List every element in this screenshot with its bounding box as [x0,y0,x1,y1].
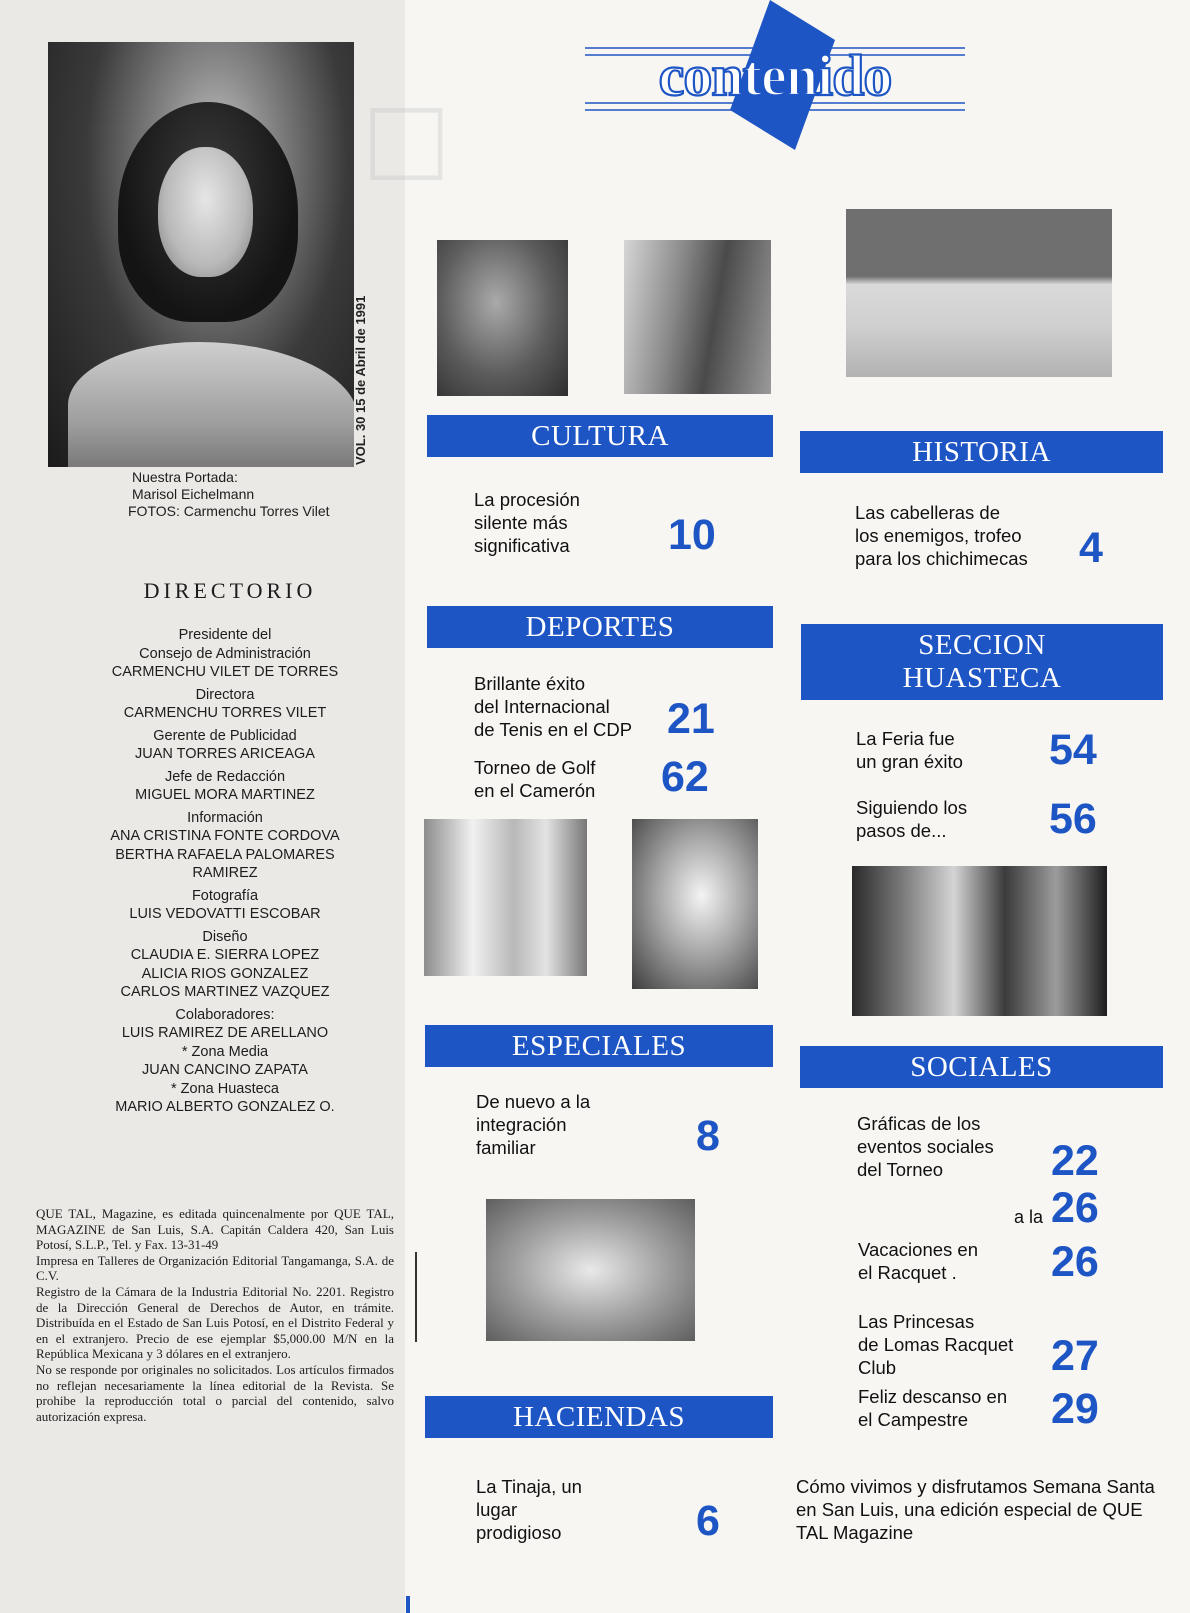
toc-entry-text: Feliz descanso en el Campestre [858,1386,1008,1430]
bleed-through-decoration: □ [370,72,449,206]
staff-line: Información [187,809,263,826]
staff-line: Diseño [202,928,248,945]
special-edition-note: Cómo vivimos y disfrutamos Semana Santa en San Luis, una edición especial de QUE TAL Magazine [796,1476,1155,1543]
toc-page-number: 29 [1051,1385,1099,1433]
section-header-huasteca-line: SECCION [918,629,1046,661]
staff-line: RAMIREZ [192,865,258,881]
toc-page-number: 26 [1051,1184,1099,1232]
section-header-haciendas: HACIENDAS [425,1396,773,1438]
section-header-huasteca [801,624,1163,700]
staff-line: LUIS VEDOVATTI ESCOBAR [129,906,321,922]
staff-line: BERTHA RAFAELA PALOMARES [115,846,335,863]
staff-line: CLAUDIA E. SIERRA LOPEZ [130,947,320,963]
toc-page-number: 4 [1079,524,1103,572]
legal-paragraph: Registro de la Cámara de la Industria Editorial No. 2201. Registro de la Dirección General de Derechos de Autor, en trámite. Distribuída en el Estado de San Luis Potosí, en el Distrito Federal y en el extranjero. Precio de ese ejemplar $5,000.00 M/N en la República Mexicana y 3 dólares en el extranjero. [36,1283,394,1362]
volume-date: VOL. 30 15 de Abril de 1991 [353,295,368,465]
toc-page-number: 54 [1049,726,1097,774]
cover-caption [110,469,390,520]
photo-huasteca-group [852,866,1107,1016]
staff-line: CARMENCHU VILET DE TORRES [111,664,339,680]
toc-page-number: 27 [1051,1332,1099,1380]
toc-entry-text: Brillante éxito del Internacional de Tenis en el CDP [474,673,633,740]
contenido-logo [585,0,965,150]
toc-entry-text: La Feria fue un gran éxito [856,728,963,772]
staff-line: CARMENCHU TORRES VILET [123,705,327,721]
toc-entry-text: Siguiendo los pasos de... [856,797,968,841]
staff-line: JUAN TORRES ARICEAGA [135,746,315,762]
section-header-especiales: ESPECIALES [425,1025,773,1067]
toc-entry-text: Torneo de Golf en el Camerón [474,757,596,801]
staff-line: Fotografía [191,887,259,904]
photo-procession [624,240,771,394]
staff-line: * Zona Media [181,1043,269,1060]
section-header-historia: HISTORIA [800,431,1163,473]
toc-entry-text: De nuevo a la integración familiar [476,1091,591,1158]
staff-line: MIGUEL MORA MARTINEZ [135,787,315,803]
legal-paragraph: Impresa en Talleres de Organización Editorial Tangamanga, S.A. de C.V. [36,1252,394,1284]
toc-page-number: 10 [668,511,716,559]
directorio-title: DIRECTORIO [143,578,317,603]
staff-line: * Zona Huasteca [170,1080,279,1097]
staff-line: ALICIA RIOS GONZALEZ [141,965,309,982]
section-header-deportes: DEPORTES [427,606,773,648]
toc-page-number: 56 [1049,795,1097,843]
staff-line: Directora [195,686,255,703]
staff-line: Jefe de Redacción [164,768,286,785]
photo-hacienda-building [846,209,1112,377]
toc-page-number: 62 [661,753,709,801]
toc-page-number: 26 [1051,1238,1099,1286]
staff-line: MARIO ALBERTO GONZALEZ O. [115,1099,335,1115]
legal-notice [36,1206,394,1424]
section-header-huasteca-line: HUASTECA [902,662,1062,694]
staff-line: Gerente de Publicidad [153,727,297,744]
toc-page-number: 22 [1051,1137,1099,1185]
staff-line: ANA CRISTINA FONTE CORDOVA [110,828,340,844]
toc-entry-text: La procesión silente más significativa [474,489,580,556]
section-header-sociales: SOCIALES [800,1046,1163,1088]
staff-line: CARLOS MARTINEZ VAZQUEZ [120,984,330,1000]
staff-line: LUIS RAMIREZ DE ARELLANO [121,1025,329,1041]
toc-entry-text: Las cabelleras de los enemigos, trofeo para los chichimecas [855,502,1028,569]
toc-entry-text: Gráficas de los eventos sociales del Torneo [857,1113,994,1180]
photo-tennis-player [632,819,758,989]
caption-line: Marisol Eichelmann [132,486,255,502]
divider [415,1252,417,1342]
legal-paragraph: No se responde por originales no solicitados. Los artículos firmados no reflejan necesariamente la línea editorial de la Revista. Se prohibe la reproducción total o parcial del contenido, salvo autorización expresa. [36,1361,394,1424]
divider [406,1596,410,1613]
staff-line: Colaboradores: [175,1006,275,1023]
staff-line: Consejo de Administración [139,645,311,662]
staff-line: JUAN CANCINO ZAPATA [142,1062,308,1078]
photo-jesus-crown [437,240,568,396]
section-header-cultura: CULTURA [427,415,773,457]
legal-paragraph: QUE TAL, Magazine, es editada quincenalmente por QUE TAL, MAGAZINE de San Luis, S.A. Capitán Caldera 420, San Luis Potosí, S.L.P., Tel. y Fax. 13-31-49 [36,1206,394,1253]
photo-golf-players [424,819,587,976]
toc-page-number: 8 [696,1112,720,1160]
caption-line: FOTOS: Carmenchu Torres Vilet [128,503,330,519]
toc-page-number: 21 [667,695,715,743]
caption-line: Nuestra Portada: [132,469,238,485]
toc-page-number: 6 [696,1497,720,1545]
toc-entry-text: Las Princesas de Lomas Racquet Club [858,1311,1014,1378]
toc-entry-text: La Tinaja, un lugar prodigioso [476,1476,582,1543]
logo-text: contenido [658,43,892,108]
staff-list [70,626,380,1117]
staff-line: Presidente del [178,627,272,643]
photo-family [486,1199,695,1341]
toc-entry-text: Vacaciones en el Racquet . [858,1239,978,1283]
page-range-label: a la [1014,1207,1044,1227]
cover-photo [48,42,354,467]
